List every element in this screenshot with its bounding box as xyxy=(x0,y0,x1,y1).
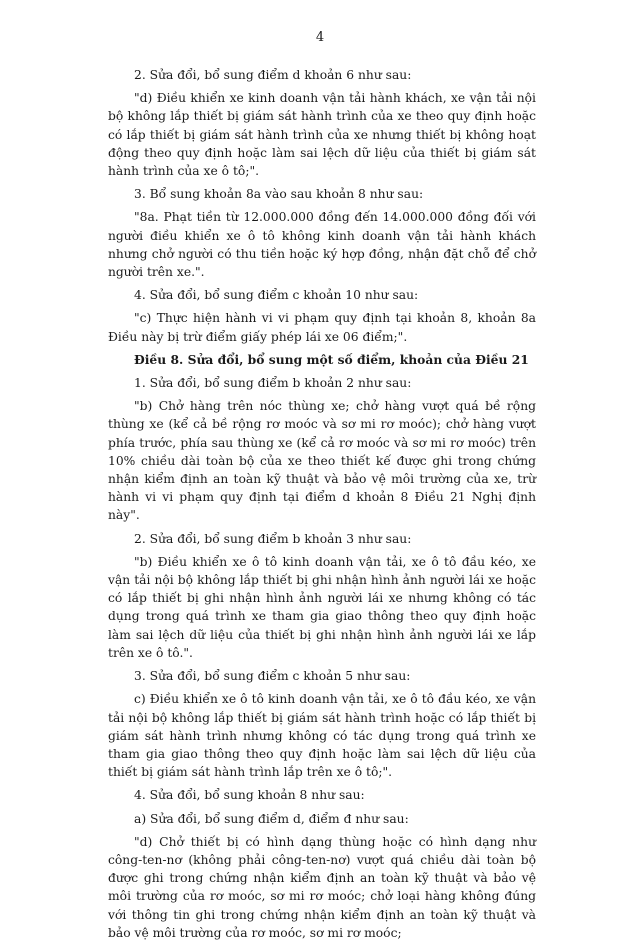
document-body xyxy=(108,66,536,947)
article-heading: Điều 8. Sửa đổi, bổ sung một số điểm, khoản của Điều 21 xyxy=(134,351,529,367)
paragraph: "b) Điều khiển xe ô tô kinh doanh vận tải, xe ô tô đầu kéo, xe vận tải nội bộ không lắp thiết bị ghi nhận hình ảnh người lái xe hoặc có lắp thiết bị ghi nhận hình ảnh người lái xe nhưng không có tác dụng trong quá trình xe tham gia giao thông theo quy định hoặc làm sai lệch dữ liệu của thiết bị ghi nhận hình ảnh người lái xe lắp trên xe ô tô.". xyxy=(108,554,536,660)
paragraph: "d) Chở thiết bị có hình dạng thùng hoặc có hình dạng như công-ten-nơ (không phải công-ten-nơ) vượt quá chiều dài toàn bộ được ghi trong chứng nhận kiểm định an toàn kỹ thuật và bảo vệ môi trường của rơ moóc, sơ mi rơ moóc; chở loại hàng không đúng với thông tin ghi trong chứng nhận kiểm định an toàn kỹ thuật và bảo vệ môi trường của rơ moóc, sơ mi rơ moóc; xyxy=(108,834,536,940)
paragraph: "b) Chở hàng trên nóc thùng xe; chở hàng vượt quá bề rộng thùng xe (kể cả bề rộng rơ moóc và sơ mi rơ moóc); chở hàng vượt phía trước, phía sau thùng xe (kể cả rơ moóc và sơ mi rơ moóc) trên 10% chiều dài toàn bộ của xe theo thiết kế được ghi trong chứng nhận kiểm định an toàn kỹ thuật và bảo vệ môi trường của xe, trừ hành vi vi phạm quy định tại điểm d khoản 8 Điều 21 Nghị định này". xyxy=(108,399,536,523)
paragraph: "c) Thực hiện hành vi vi phạm quy định tại khoản 8, khoản 8a Điều này bị trừ điểm giấy phép lái xe 06 điểm;". xyxy=(108,311,536,344)
paragraph: "d) Điều khiển xe kinh doanh vận tải hành khách, xe vận tải nội bộ không lắp thiết bị giám sát hành trình của xe theo quy định hoặc có lắp thiết bị giám sát hành trình của xe nhưng thiết bị không hoạt động theo quy định hoặc làm sai lệch dữ liệu của thiết bị giám sát hành trình của xe ô tô;". xyxy=(108,91,536,179)
paragraph: 2. Sửa đổi, bổ sung điểm b khoản 3 như sau: xyxy=(134,531,412,546)
paragraph: 3. Sửa đổi, bổ sung điểm c khoản 5 như sau: xyxy=(134,669,411,684)
paragraph: a) Sửa đổi, bổ sung điểm d, điểm đ như sau: xyxy=(134,811,409,826)
paragraph: 1. Sửa đổi, bổ sung điểm b khoản 2 như sau: xyxy=(134,376,412,391)
paragraph: 4. Sửa đổi, bổ sung khoản 8 như sau: xyxy=(134,788,365,803)
paragraph: c) Điều khiển xe ô tô kinh doanh vận tải, xe ô tô đầu kéo, xe vận tải nội bộ không lắp thiết bị giám sát hành trình hoặc có lắp thiết bị giám sát hành trình nhưng không có tác dụng trong quá trình xe tham gia giao thông theo quy định hoặc làm sai lệch dữ liệu của thiết bị giám sát hành trình lắp trên xe ô tô;". xyxy=(108,692,536,780)
paragraph: "8a. Phạt tiền từ 12.000.000 đồng đến 14.000.000 đồng đối với người điều khiển xe ô tô không kinh doanh vận tải hành khách nhưng chở người có thu tiền hoặc ký hợp đồng, nhận đặt chỗ để chở người trên xe.". xyxy=(108,210,536,280)
paragraph: 2. Sửa đổi, bổ sung điểm d khoản 6 như sau: xyxy=(134,68,412,82)
page-number: 4 xyxy=(315,30,325,45)
paragraph: 3. Bổ sung khoản 8a vào sau khoản 8 như sau: xyxy=(134,187,424,202)
paragraph: 4. Sửa đổi, bổ sung điểm c khoản 10 như sau: xyxy=(134,288,419,303)
